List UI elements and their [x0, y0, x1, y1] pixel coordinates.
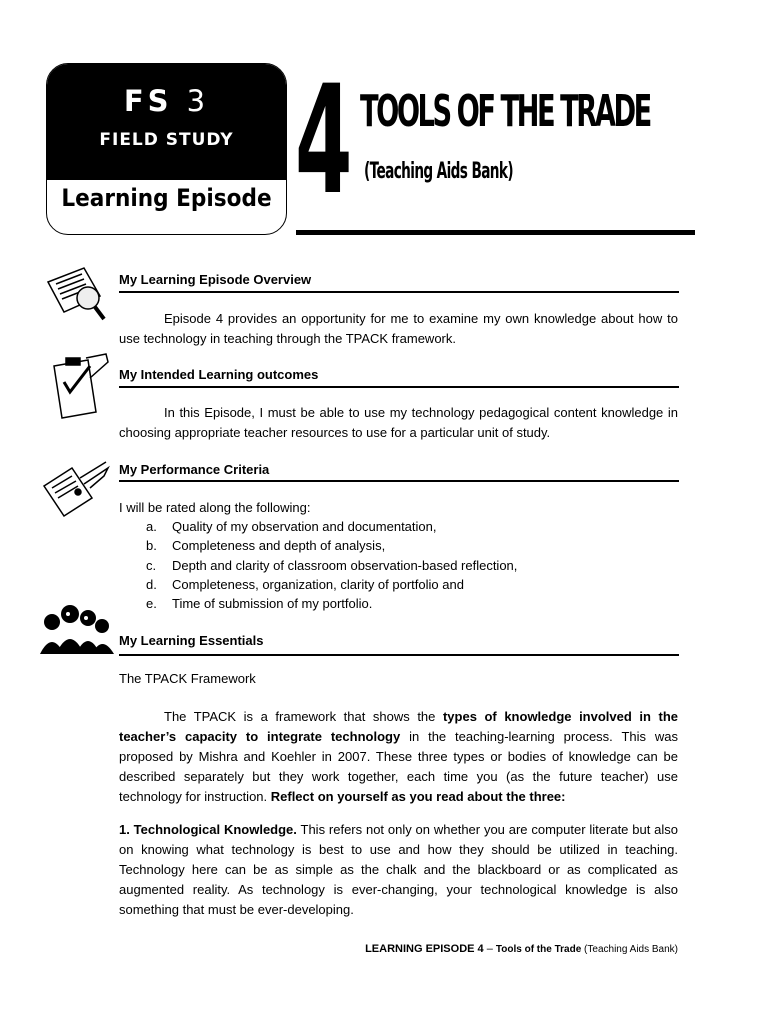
header-rule — [296, 230, 695, 235]
criteria-intro: I will be rated along the following: — [119, 500, 311, 515]
criteria-title: My Performance Criteria — [119, 462, 270, 477]
outcomes-rule — [119, 386, 679, 388]
episode-title: TOOLS OF THE TRADE — [360, 86, 650, 137]
overview-title: My Learning Episode Overview — [119, 272, 312, 287]
badge-dark-panel — [47, 64, 286, 180]
magnifier-document-icon — [44, 262, 114, 324]
framework-heading: The TPACK Framework — [119, 671, 256, 686]
group-of-people-icon — [38, 600, 114, 654]
essentials-title: My Learning Essentials — [119, 633, 264, 648]
episode-number: 4 — [295, 54, 353, 228]
outcomes-title: My Intended Learning outcomes — [119, 367, 319, 382]
episode-subtitle: (Teaching Aids Bank) — [364, 159, 513, 184]
field-study-label: FIELD STUDY — [99, 130, 234, 150]
overview-rule — [119, 291, 679, 293]
tpack-paragraph: The TPACK is a framework that shows the types of knowledge involved in the teacher’s capacity to integrate technology in the teaching-learning process. This was proposed by Mishra and Koehler in 2007. These three types or bodies of knowledge can be described separately but they work together, each time you (as the future teacher) use technology for instruction. Reflect on yourself as you read about the three: — [119, 709, 679, 804]
learning-episode-label: Learning Episode — [61, 184, 272, 212]
criteria-item: a. Quality of my observation and documentation, — [146, 519, 437, 534]
fs-label: FS 3 — [123, 84, 210, 118]
criteria-rule — [119, 480, 679, 482]
essentials-rule — [119, 654, 679, 656]
criteria-item: c. Depth and clarity of classroom observation-based reflection, — [146, 557, 518, 573]
technological-knowledge-paragraph: 1. Technological Knowledge. This refers not only on whether you are computer literate but also on knowing what technology is best to use and how they should be utilized in teaching. Technology here can be as simple as the chalk and the blackboard or as complicated as augmented reality. As technology is ever-changing, your technological knowledge is also something that must be ever-developing. — [119, 822, 679, 917]
criteria-list — [146, 517, 517, 613]
outcomes-text: In this Episode, I must be able to use my technology pedagogical content knowledge in choosing appropriate teacher resources to use for a particular unit of study. — [119, 405, 678, 440]
field-study-badge — [46, 63, 287, 235]
overview-text: Episode 4 provides an opportunity for me to examine my own knowledge about how to use technology in teaching through the TPACK framework. — [119, 311, 678, 346]
checklist-clipboard-icon — [48, 352, 112, 424]
criteria-item: b. Completeness and depth of analysis, — [146, 538, 386, 554]
page-footer: LEARNING EPISODE 4 – Tools of the Trade (Teaching Aids Bank) — [365, 943, 678, 955]
criteria-item: d. Completeness, organization, clarity of portfolio and — [146, 576, 464, 592]
writing-hand-icon — [40, 458, 112, 522]
criteria-item: e. Time of submission of my portfolio. — [146, 596, 373, 612]
